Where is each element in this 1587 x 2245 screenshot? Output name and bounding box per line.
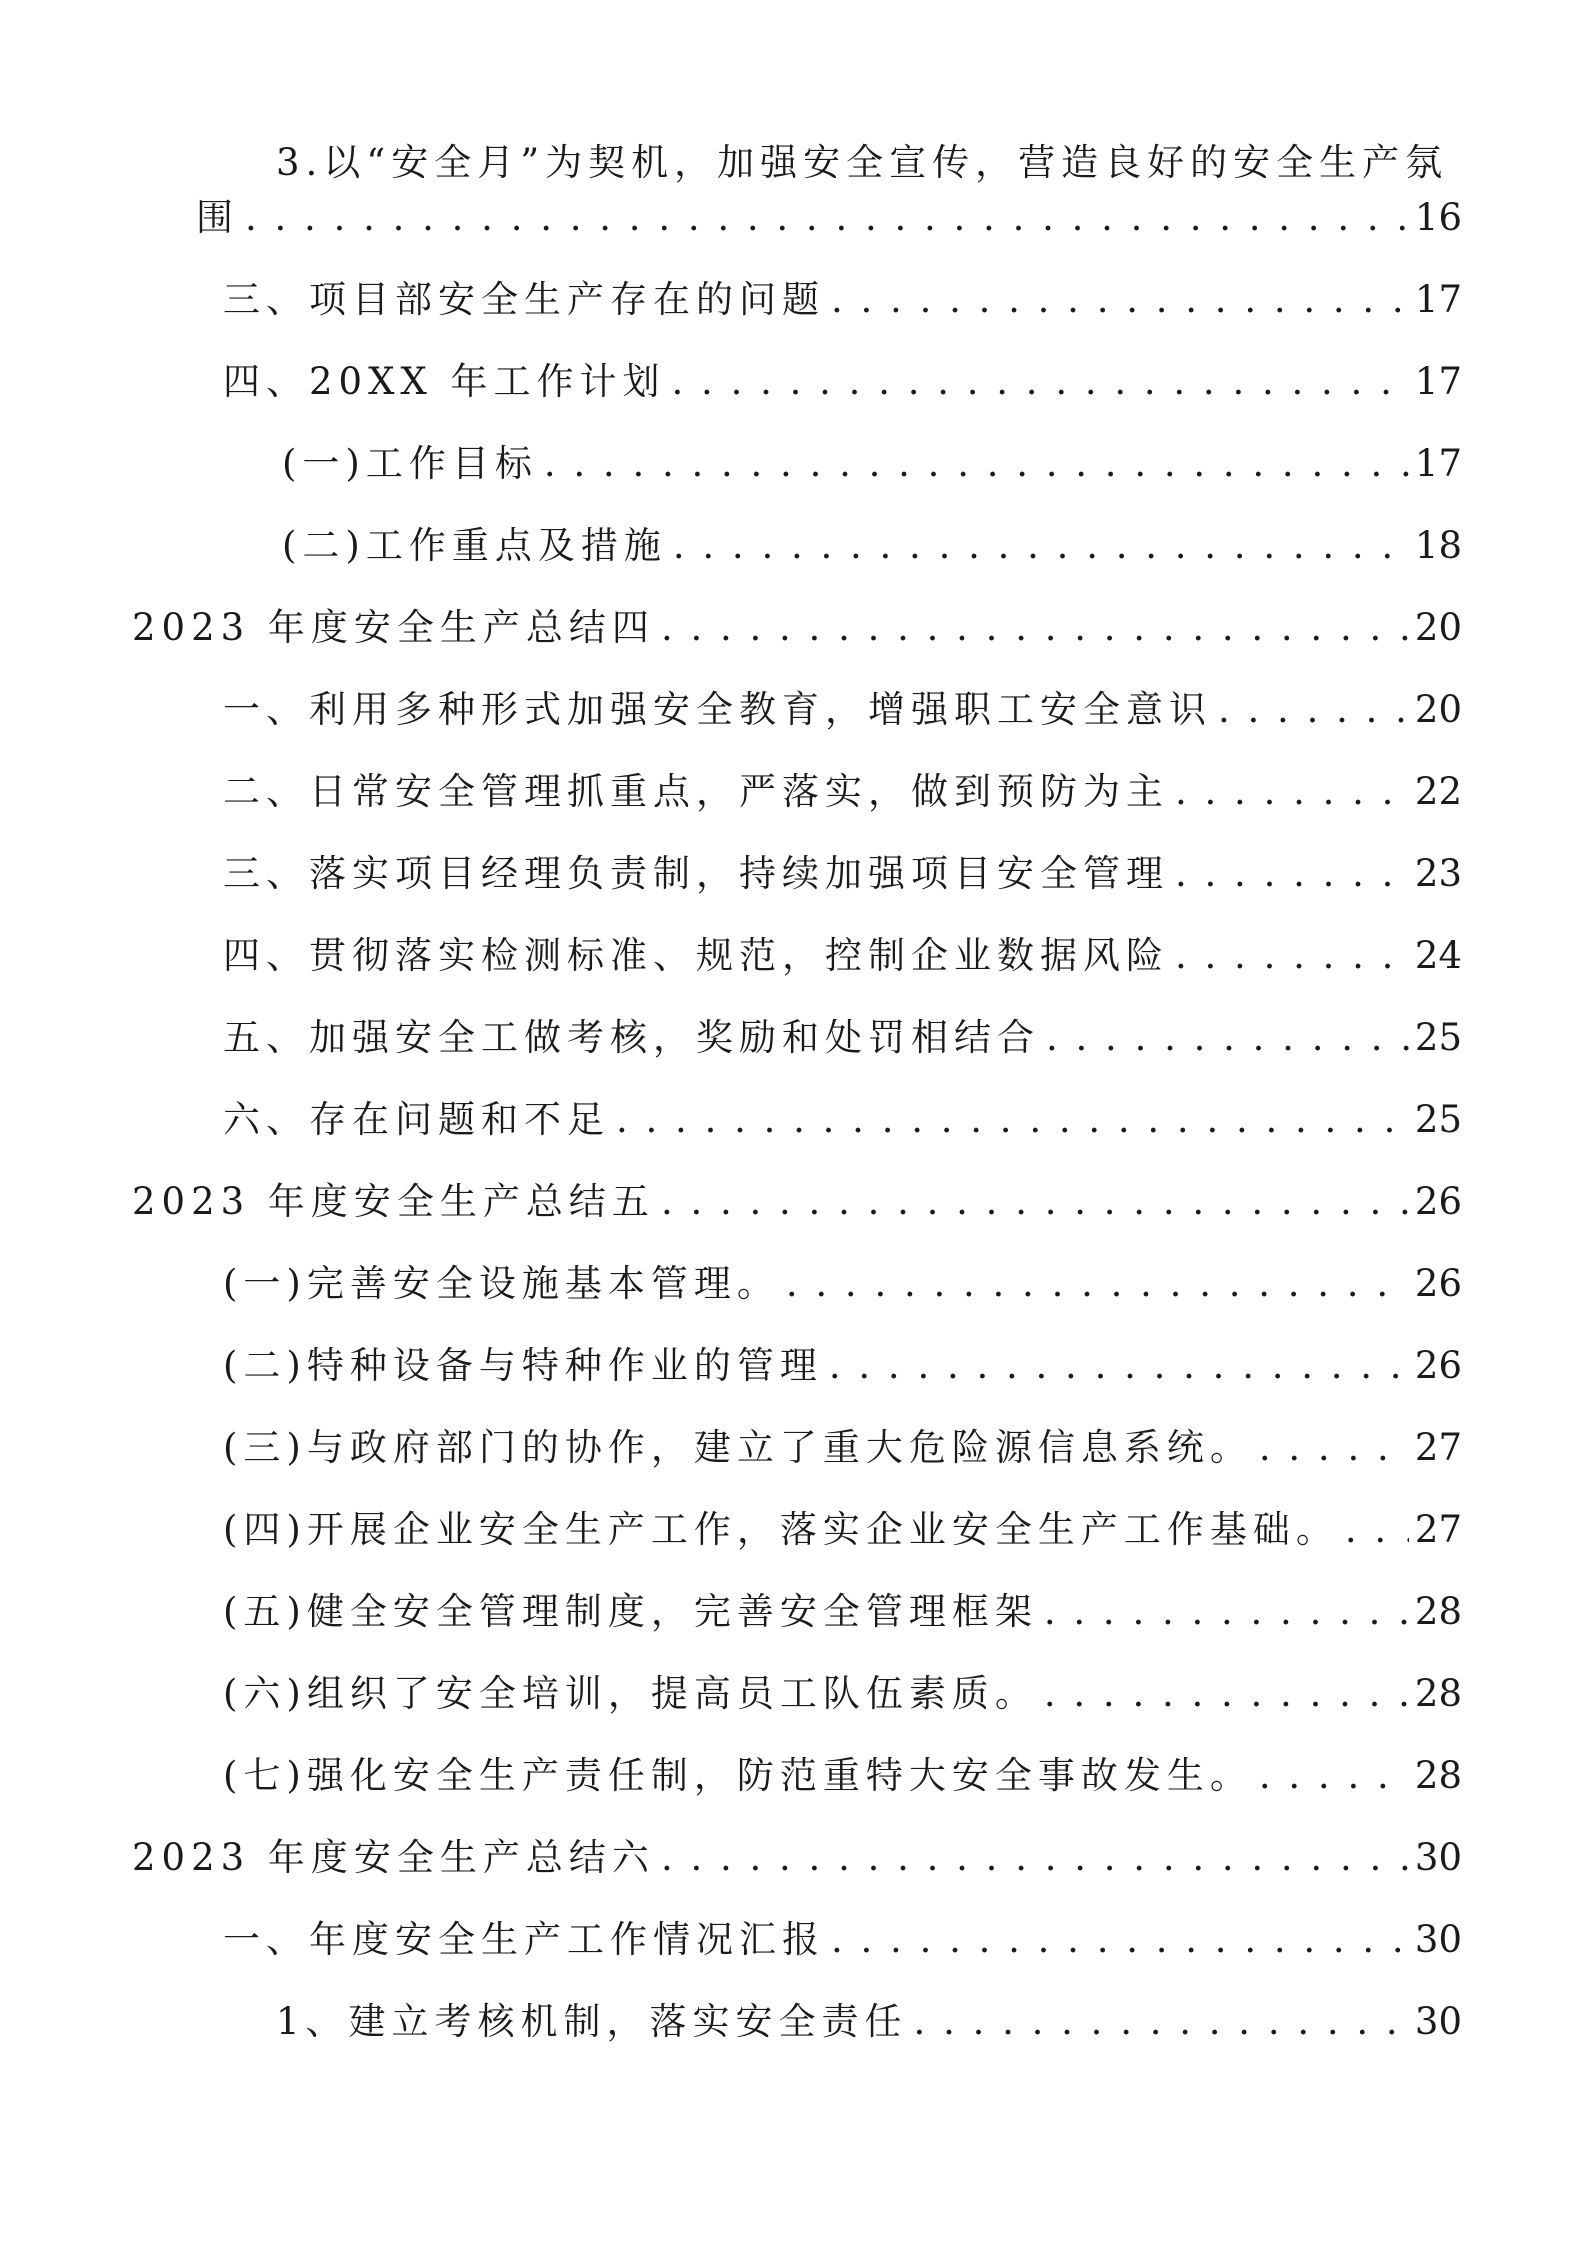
toc-entry-title: 三、落实项目经理负责制，持续加强项目安全管理 <box>223 852 1169 895</box>
toc-entry-title: (二)工作重点及措施 <box>282 524 667 567</box>
toc-entry-title: 2023 年度安全生产总结四 <box>132 606 655 649</box>
toc-entry-title: 五、加强安全工做考核，奖励和处罚相结合 <box>223 1016 1040 1059</box>
dot-leader <box>914 1994 1409 2050</box>
toc-entry-title: (三)与政府部门的协作，建立了重大危险源信息系统。 <box>223 1426 1253 1469</box>
toc-entry-page: 16 <box>1414 196 1462 239</box>
toc-entry[interactable] <box>223 1666 1462 1722</box>
toc-entry-title: 二、日常安全管理抓重点，严落实，做到预防为主 <box>223 770 1169 813</box>
dot-leader <box>1218 682 1409 738</box>
toc-entry[interactable] <box>223 1256 1462 1312</box>
toc-entry[interactable] <box>223 1010 1462 1066</box>
toc-entry-page: 20 <box>1414 688 1462 731</box>
dot-leader <box>1259 1748 1409 1804</box>
dot-leader <box>661 600 1409 656</box>
toc-entry-page: 28 <box>1414 1754 1462 1797</box>
dot-leader <box>786 1256 1409 1312</box>
dot-leader <box>672 354 1409 410</box>
toc-entry-title: 2023 年度安全生产总结六 <box>132 1836 655 1879</box>
dot-leader <box>1175 928 1409 984</box>
toc-entry-page: 26 <box>1414 1344 1462 1387</box>
toc-entry[interactable] <box>282 436 1462 492</box>
dot-leader <box>829 1338 1409 1394</box>
toc-entry-page: 26 <box>1414 1180 1462 1223</box>
toc-entry[interactable] <box>223 846 1462 902</box>
dot-leader <box>544 436 1409 492</box>
toc-entry[interactable] <box>223 1420 1462 1476</box>
dot-leader <box>616 1092 1409 1148</box>
toc-entry-title: (四)开展企业安全生产工作，落实企业安全生产工作基础。 <box>223 1508 1339 1551</box>
toc-entry-page: 17 <box>1414 360 1462 403</box>
toc-entry[interactable] <box>223 354 1462 410</box>
toc-entry-page: 26 <box>1414 1262 1462 1305</box>
toc-entry-page: 17 <box>1414 278 1462 321</box>
toc-entry[interactable] <box>223 1502 1462 1558</box>
toc-entry[interactable] <box>223 1092 1462 1148</box>
dot-leader <box>673 518 1409 574</box>
toc-entry-title: (一)完善安全设施基本管理。 <box>223 1262 780 1305</box>
toc-entry-title: (一)工作目标 <box>282 442 538 485</box>
dot-leader <box>1044 1666 1409 1722</box>
toc-entry-wrapped-line: 3.以“安全月”为契机，加强安全宣传，营造良好的安全生产氛 <box>276 141 1449 184</box>
toc-entry[interactable] <box>276 1994 1462 2050</box>
toc-entry-page: 22 <box>1414 770 1462 813</box>
dot-leader <box>831 272 1409 328</box>
dot-leader <box>1259 1420 1409 1476</box>
toc-entry-title: (五)健全安全管理制度，完善安全管理框架 <box>223 1590 1038 1633</box>
toc-entry-title: 六、存在问题和不足 <box>223 1098 610 1141</box>
toc-entry-page: 27 <box>1414 1426 1462 1469</box>
dot-leader <box>1044 1584 1409 1640</box>
toc-entry[interactable] <box>223 1912 1462 1968</box>
toc-entry[interactable] <box>223 928 1462 984</box>
toc-entry-page: 27 <box>1414 1508 1462 1551</box>
toc-entry-title: (六)组织了安全培训，提高员工队伍素质。 <box>223 1672 1038 1715</box>
toc-entry-title: 四、20XX 年工作计划 <box>223 360 666 403</box>
dot-leader <box>1175 764 1409 820</box>
dot-leader <box>245 190 1409 246</box>
toc-entry-page: 28 <box>1414 1672 1462 1715</box>
toc-entry-title: 四、贯彻落实检测标准、规范，控制企业数据风险 <box>223 934 1169 977</box>
toc-entry-page: 30 <box>1414 1918 1462 1961</box>
toc-entry[interactable] <box>132 1830 1462 1886</box>
toc-entry-page: 23 <box>1414 852 1462 895</box>
toc-entry[interactable] <box>223 1748 1462 1804</box>
toc-entry-title: 三、项目部安全生产存在的问题 <box>223 278 825 321</box>
toc-entry[interactable] <box>223 272 1462 328</box>
toc-entry-title: (二)特种设备与特种作业的管理 <box>223 1344 823 1387</box>
dot-leader <box>1345 1502 1409 1558</box>
toc-entry[interactable] <box>223 764 1462 820</box>
toc-entry-title: 2023 年度安全生产总结五 <box>132 1180 655 1223</box>
toc-entry[interactable] <box>196 190 1462 246</box>
toc-entry-page: 28 <box>1414 1590 1462 1633</box>
toc-entry[interactable] <box>223 1338 1462 1394</box>
dot-leader <box>831 1912 1409 1968</box>
toc-entry[interactable] <box>223 682 1462 738</box>
toc-entry-page: 18 <box>1414 524 1462 567</box>
toc-entry-page: 30 <box>1414 1836 1462 1879</box>
toc-entry[interactable] <box>132 1174 1462 1230</box>
toc-entry-page: 17 <box>1414 442 1462 485</box>
dot-leader <box>1046 1010 1409 1066</box>
toc-entry-page: 25 <box>1414 1098 1462 1141</box>
dot-leader <box>661 1174 1409 1230</box>
toc-entry-title: (七)强化安全生产责任制，防范重特大安全事故发生。 <box>223 1754 1253 1797</box>
toc-entry-page: 30 <box>1414 2000 1462 2043</box>
toc-entry-page: 20 <box>1414 606 1462 649</box>
toc-entry-page: 24 <box>1414 934 1462 977</box>
toc-entry-title: 一、年度安全生产工作情况汇报 <box>223 1918 825 1961</box>
toc-entry-page: 25 <box>1414 1016 1462 1059</box>
toc-entry-title: 1、建立考核机制，落实安全责任 <box>276 2000 908 2043</box>
toc-entry[interactable] <box>282 518 1462 574</box>
toc-entry-title: 围 <box>196 196 239 239</box>
toc-entry[interactable] <box>223 1584 1462 1640</box>
toc-entry-title: 一、利用多种形式加强安全教育，增强职工安全意识 <box>223 688 1212 731</box>
dot-leader <box>661 1830 1409 1886</box>
dot-leader <box>1175 846 1409 902</box>
toc-entry[interactable] <box>132 600 1462 656</box>
